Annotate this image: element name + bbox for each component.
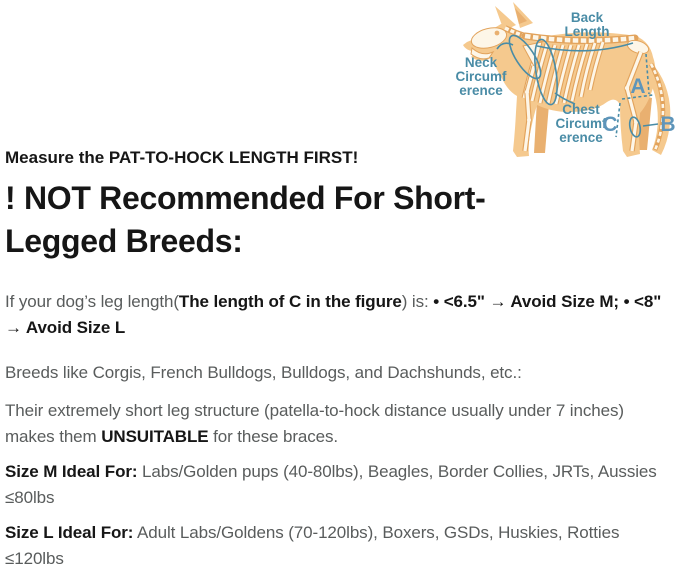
leg-rule-bold-2: • <6.5" → Avoid Size M;: [433, 292, 624, 311]
size-l-label: Size L Ideal For:: [5, 523, 134, 542]
not-recommended-heading: [5, 177, 674, 263]
structure-normal-2: for these braces.: [208, 427, 339, 446]
size-m-ideal-for: [5, 459, 674, 511]
description-text-block: [5, 147, 674, 571]
back-length-label: Back: [570, 10, 604, 25]
measure-letter-a: A: [630, 75, 646, 98]
dog-eye-socket: [495, 31, 500, 36]
chest-circumference-label: erence: [559, 130, 603, 145]
size-m-text: Labs/Golden pups (40-80lbs), Beagles, Border Collies, JRTs, Aussies ≤80lbs: [5, 462, 657, 507]
leg-rule-normal-2: ) is:: [401, 292, 434, 311]
leg-rule-normal-1: If your dog’s leg length(: [5, 292, 179, 311]
measure-first-note: Measure the PAT-TO-HOCK LENGTH FIRST!: [5, 148, 359, 167]
neck-circumference-label: Neck: [464, 55, 498, 70]
neck-circumference-label: erence: [459, 83, 503, 98]
leg-rule-bold-3: • <8" → Avoid Size L: [5, 292, 662, 337]
structure-normal-1: Their extremely short leg structure (patella-to-hock distance usually under 7 inches) makes them: [5, 401, 624, 446]
leg-rule-bold-1: The length of C in the figure: [178, 292, 402, 311]
size-m-label: Size M Ideal For:: [5, 462, 138, 481]
back-length-label: Length: [564, 24, 610, 39]
structure-note: [5, 398, 674, 450]
neck-circumference-label: Circumf: [455, 69, 507, 84]
heading-line-1: ! NOT Recommended For Short-: [5, 180, 486, 216]
size-l-ideal-for: [5, 520, 674, 571]
leg-length-rule: [5, 289, 674, 341]
short-legged-breeds-list: Breeds like Corgis, French Bulldogs, Bulldogs, and Dachshunds, etc.:: [5, 363, 522, 382]
structure-bold-unsuitable: UNSUITABLE: [101, 427, 209, 446]
chest-circumference-label: Chest: [562, 102, 600, 117]
dog-skeleton-diagram: [439, 0, 679, 165]
measure-letter-b: B: [660, 113, 676, 136]
measure-letter-c: C: [602, 113, 618, 136]
heading-line-2: Legged Breeds:: [5, 223, 243, 259]
dog-measurement-figure: [439, 0, 679, 165]
chest-circumference-label: Circumf: [555, 116, 607, 131]
size-l-text: Adult Labs/Goldens (70-120lbs), Boxers, GSDs, Huskies, Rotties ≤120lbs: [5, 523, 620, 568]
